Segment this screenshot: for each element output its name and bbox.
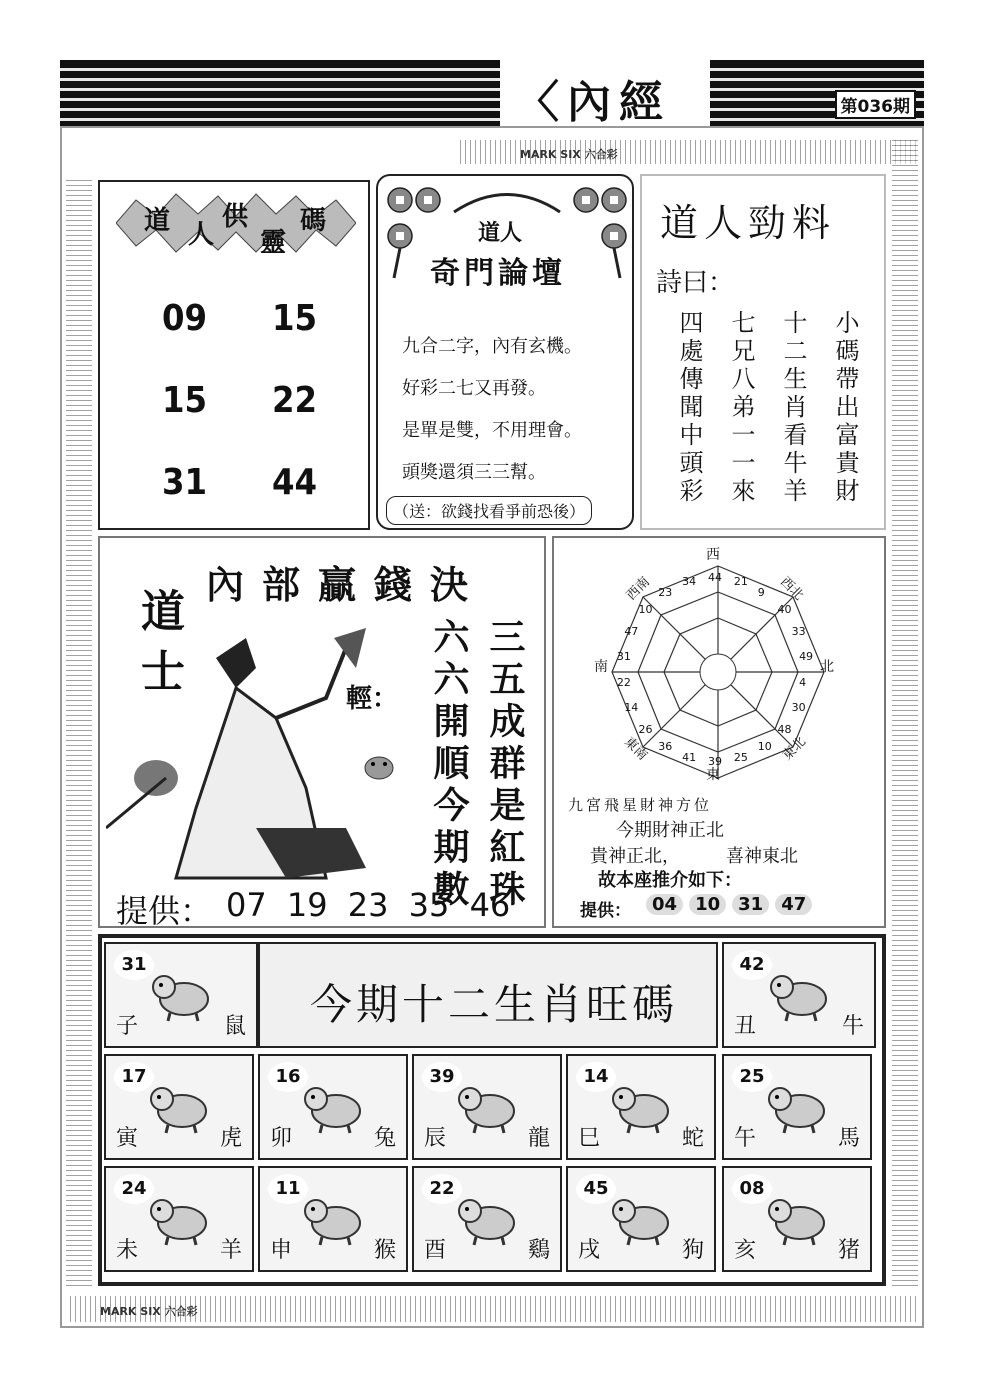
zodiac-cell-pig (722, 1166, 872, 1272)
forum-line: 是單是雙，不用理會。 (402, 420, 582, 441)
earthly-branch: 巳 (578, 1126, 601, 1151)
ox-icon (764, 967, 834, 1023)
zodiac-animal: 鼠 (223, 1014, 246, 1039)
title-char-2: 人 (188, 220, 215, 250)
issue-number: 第036期 (835, 90, 917, 119)
zodiac-cell-rooster (412, 1166, 562, 1272)
poem-column: 七兄八弟一一來 (727, 310, 755, 506)
direction-south: 南 (594, 659, 608, 675)
dog-icon (606, 1191, 676, 1247)
forum-title-top: 道人 (478, 220, 523, 246)
zodiac-banner-text: 今期十二生肖旺碼 (310, 980, 679, 1029)
earthly-branch: 子 (116, 1014, 139, 1039)
zodiac-cell-ox (722, 942, 876, 1048)
title-char-4: 靈 (260, 228, 287, 258)
provider-number: 47 (775, 894, 812, 915)
zodiac-number: 39 (422, 1062, 462, 1092)
zodiac-animal: 兔 (373, 1126, 396, 1151)
poem-panel (640, 174, 886, 530)
direction-northeast: 東北 (779, 734, 809, 764)
compass-ring-number: 44 (708, 571, 722, 584)
compass-ring-number: 26 (638, 723, 653, 737)
left-border-strip (66, 180, 92, 1290)
poem-label: 詩曰： (656, 268, 735, 298)
header-bar (60, 60, 924, 126)
zodiac-number: 24 (114, 1174, 154, 1204)
compass-provider-label: 提供： (580, 901, 631, 921)
compass-ring-number: 47 (624, 624, 639, 638)
compass-ring-number: 10 (638, 602, 653, 616)
earthly-branch: 未 (116, 1238, 139, 1263)
secret-hint: 輕： (346, 684, 399, 714)
title-char-5: 碼 (300, 206, 327, 236)
provider-number: 04 (646, 894, 683, 915)
top-border-text: MARK SIX 六合彩 (520, 148, 618, 161)
zodiac-animal: 蛇 (681, 1126, 704, 1151)
compass-ring-number: 36 (658, 740, 673, 754)
zodiac-number: 45 (576, 1174, 616, 1204)
title-char-1: 道 (144, 206, 171, 236)
rat-icon (146, 967, 216, 1023)
zodiac-number: 42 (732, 950, 772, 980)
zodiac-cell-horse (722, 1054, 872, 1160)
lucky-number: 09 (162, 298, 208, 339)
zodiac-cell-dragon (412, 1054, 562, 1160)
compass-ring-number: 41 (682, 751, 697, 765)
zodiac-animal: 馬 (837, 1126, 860, 1151)
zodiac-animal: 羊 (219, 1238, 242, 1263)
compass-ring-number: 31 (616, 649, 631, 663)
zodiac-number: 17 (114, 1062, 154, 1092)
compass-ring-number: 39 (708, 755, 722, 768)
zodiac-animal: 鷄 (527, 1238, 550, 1263)
compass-ring-number: 34 (682, 574, 697, 588)
secret-panel (98, 536, 546, 928)
earthly-branch: 午 (734, 1126, 757, 1151)
rabbit-icon (298, 1079, 368, 1135)
direction-southwest: 西南 (623, 574, 653, 604)
direction-north: 北 (820, 659, 834, 675)
secret-provider-label: 提供： (116, 892, 213, 930)
lucky-number: 15 (162, 380, 208, 421)
compass-ring-number: 21 (733, 574, 748, 588)
zodiac-number: 14 (576, 1062, 616, 1092)
forum-title: 奇門論壇 (430, 256, 566, 291)
poem-title: 道人勁料 (660, 201, 837, 245)
compass-ring-number: 23 (658, 585, 673, 599)
zodiac-animal: 牛 (841, 1014, 864, 1039)
monkey-icon (298, 1191, 368, 1247)
secret-column: 六六開順今期數 (428, 618, 470, 912)
lucky-numbers-panel (98, 180, 370, 530)
compass-ring-number: 10 (757, 740, 772, 754)
provider-number: 10 (689, 894, 726, 915)
compass-ring-number: 4 (799, 676, 807, 690)
pig-icon (762, 1191, 832, 1247)
hamster-icon (362, 748, 396, 782)
zodiac-animal: 虎 (219, 1126, 242, 1151)
zodiac-cell-monkey (258, 1166, 408, 1272)
zodiac-number: 25 (732, 1062, 772, 1092)
lucky-number: 22 (272, 380, 318, 421)
horse-icon (762, 1079, 832, 1135)
compass-line2b: 喜神東北 (726, 846, 798, 867)
forum-line: 九合二字，內有玄機。 (402, 336, 582, 357)
compass-provider-numbers (646, 894, 818, 915)
poem-column: 小碼帶出富貴財 (831, 310, 859, 506)
zodiac-cell-snake (566, 1054, 716, 1160)
lucky-number: 31 (162, 462, 208, 503)
compass-ring-number: 14 (624, 701, 639, 715)
direction-southeast: 東南 (621, 734, 651, 764)
earthly-branch: 辰 (424, 1126, 447, 1151)
title-char-3: 供 (222, 202, 249, 232)
zodiac-number: 31 (114, 950, 154, 980)
zodiac-number: 08 (732, 1174, 772, 1204)
compass-ring-number: 30 (791, 701, 806, 715)
zodiac-cell-goat (104, 1166, 254, 1272)
rooster-icon (452, 1191, 522, 1247)
zodiac-cell-rat (104, 942, 258, 1048)
earthly-branch: 戌 (578, 1238, 601, 1263)
zodiac-animal: 龍 (527, 1126, 550, 1151)
secret-title: 內部贏錢決 (206, 562, 487, 607)
snake-icon (606, 1079, 676, 1135)
compass-ring-number: 25 (733, 751, 748, 765)
zodiac-number: 16 (268, 1062, 308, 1092)
compass-line3: 故本座推介如下： (598, 870, 742, 891)
page-title: 〈內經 (515, 77, 671, 126)
zodiac-cell-tiger (104, 1054, 254, 1160)
earthly-branch: 卯 (270, 1126, 293, 1151)
secret-side-chars: 道士 (133, 588, 184, 708)
poem-column: 四處傳聞中頭彩 (675, 310, 703, 506)
goat-icon (144, 1191, 214, 1247)
provider-number: 31 (732, 894, 769, 915)
zodiac-animal: 狗 (681, 1238, 704, 1263)
compass-ring-number: 22 (616, 676, 631, 690)
forum-line: 好彩二七又再發。 (402, 378, 546, 399)
compass-line2a: 貴神正北， (590, 846, 680, 867)
zodiac-animal: 猪 (837, 1238, 860, 1263)
tiger-icon (144, 1079, 214, 1135)
zodiac-cell-rabbit (258, 1054, 408, 1160)
earthly-branch: 申 (270, 1238, 293, 1263)
compass-panel (552, 536, 886, 928)
forum-note: （送：欲錢找看爭前恐後） (386, 496, 592, 525)
zodiac-cell-dog (566, 1166, 716, 1272)
compass-ring-number: 48 (777, 723, 792, 737)
forum-line: 頭獎還須三三幫。 (402, 462, 546, 483)
compass-title: 九宮飛星財神方位 (568, 796, 713, 814)
secret-provider-numbers: 07 19 23 35 46 (226, 886, 511, 924)
dragon-icon (452, 1079, 522, 1135)
taoist-figure-illustration (106, 628, 406, 888)
lucky-number: 44 (272, 462, 318, 503)
zodiac-number: 22 (422, 1174, 462, 1204)
earthly-branch: 亥 (734, 1238, 757, 1263)
direction-northwest: 西北 (777, 574, 807, 604)
earthly-branch: 丑 (734, 1014, 757, 1039)
compass-ring-number: 33 (791, 624, 806, 638)
compass-ring-number: 9 (757, 585, 765, 599)
poem-column: 十二生肖看牛羊 (779, 310, 807, 506)
lucky-number: 15 (272, 298, 318, 339)
compass-ring-number: 40 (777, 602, 792, 616)
compass-line1: 今期財神正北 (616, 820, 724, 841)
direction-east: 東 (706, 767, 720, 783)
zodiac-banner (258, 942, 718, 1048)
forum-panel (376, 174, 634, 530)
secret-column: 三五成群是紅珠 (484, 618, 526, 912)
earthly-branch: 酉 (424, 1238, 447, 1263)
direction-west: 西 (706, 547, 720, 563)
zodiac-number: 11 (268, 1174, 308, 1204)
earthly-branch: 寅 (116, 1126, 139, 1151)
bottom-border-text: MARK SIX 六合彩 (100, 1305, 198, 1318)
compass-ring-number: 49 (799, 649, 814, 663)
right-border-strip (892, 140, 918, 1290)
zodiac-animal: 猴 (373, 1238, 396, 1263)
